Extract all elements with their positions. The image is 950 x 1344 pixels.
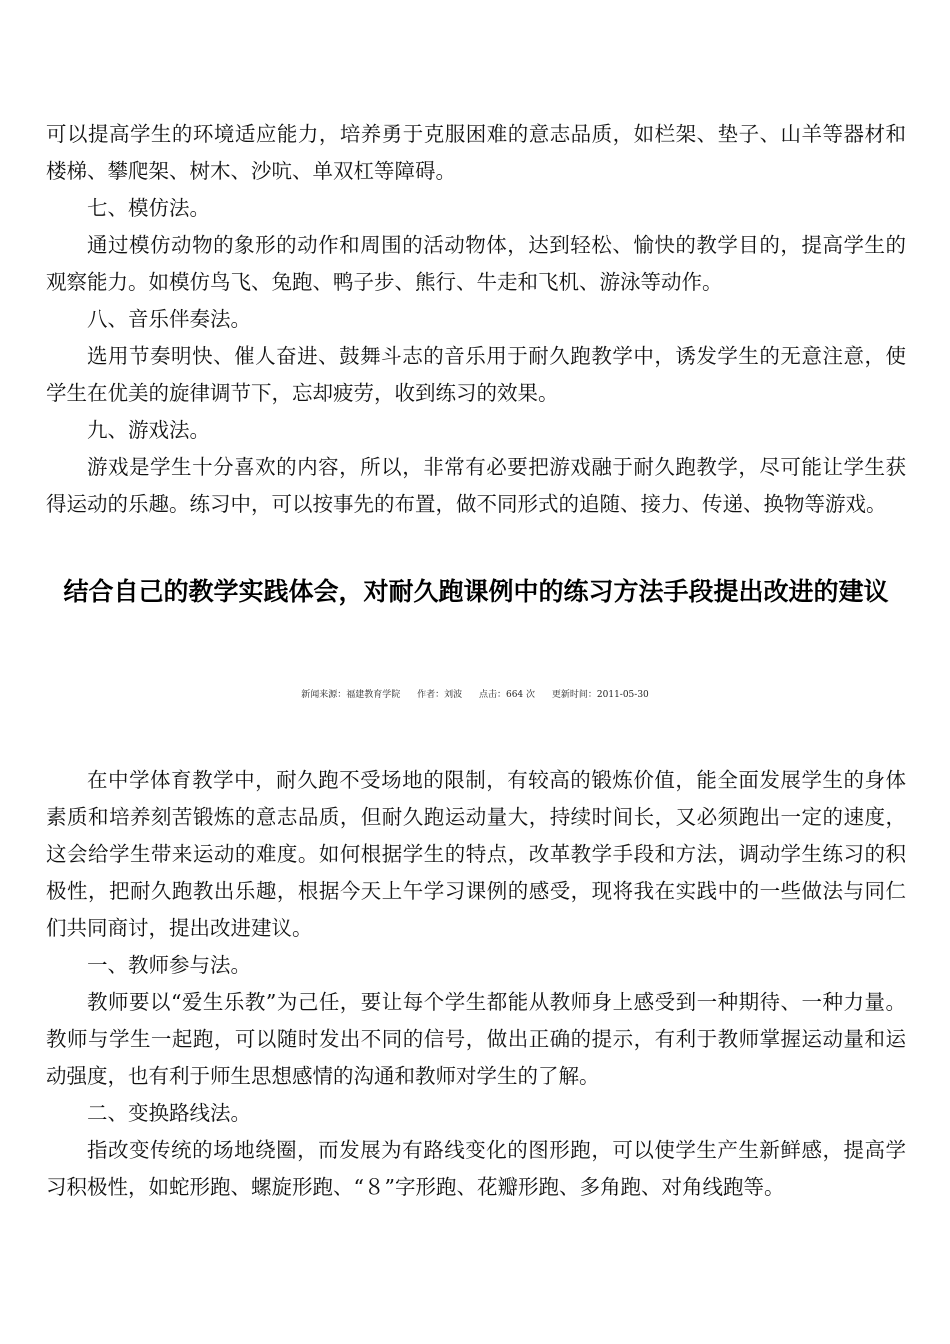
- meta-updated: 更新时间：2011-05-30: [551, 690, 649, 700]
- article-meta: [0, 688, 950, 702]
- section-heading-game: 九、游戏法。: [87, 418, 210, 442]
- paragraph-continuation: 可以提高学生的环境适应能力，培养勇于克服困难的意志品质，如栏架、垫子、山羊等器材和楼梯、攀爬架、树木、沙吭、单双杠等障碍。: [46, 122, 906, 183]
- paragraph-teacher: 教师要以“爱生乐教”为己任，要让每个学生都能从教师身上感受到一种期待、一种力量。教师与学生一起跑，可以随时发出不同的信号，做出正确的提示，有利于教师掌握运动量和运动强度，也有利于师生思想感情的沟通和教师对学生的了解。: [46, 990, 906, 1088]
- section-heading-music: 八、音乐伴奏法。: [87, 307, 251, 331]
- section-heading-route: 二、变换路线法。: [87, 1101, 251, 1125]
- paragraph-intro: 在中学体育教学中，耐久跑不受场地的限制，有较高的锻炼价值，能全面发展学生的身体素质和培养刻苦锻炼的意志品质，但耐久跑运动量大，持续时间长，又必须跑出一定的速度，这会给学生带来运动的难度。如何根据学生的特点，改革教学手段和方法，调动学生练习的积极性，把耐久跑教出乐趣，根据今天上午学习课例的感受，现将我在实践中的一些做法与同仁们共同商讨，提出改进建议。: [46, 768, 906, 940]
- article-title: 结合自己的教学实践体会，对耐久跑课例中的练习方法手段提出改进的建议: [63, 577, 889, 606]
- paragraph-game: 游戏是学生十分喜欢的内容，所以，非常有必要把游戏融于耐久跑教学，尽可能让学生获得运动的乐趣。练习中，可以按事先的布置，做不同形式的追随、接力、传递、换物等游戏。: [46, 455, 906, 516]
- meta-source: 新闻来源：福建教育学院: [301, 690, 401, 700]
- section-heading-teacher: 一、教师参与法。: [87, 953, 251, 977]
- meta-author: 作者：刘波: [417, 690, 463, 700]
- paragraph-music: 选用节奏明快、催人奋进、鼓舞斗志的音乐用于耐久跑教学中，诱发学生的无意注意，使学生在优美的旋律调节下，忘却疲劳，收到练习的效果。: [46, 344, 906, 405]
- meta-clicks: 点击：664 次: [478, 690, 536, 700]
- paragraph-mimic: 通过模仿动物的象形的动作和周围的活动物体，达到轻松、愉快的教学目的，提高学生的观察能力。如模仿鸟飞、兔跑、鸭子步、熊行、牛走和飞机、游泳等动作。: [46, 233, 906, 294]
- paragraph-route: 指改变传统的场地绕圈，而发展为有路线变化的图形跑，可以使学生产生新鲜感，提高学习积极性，如蛇形跑、螺旋形跑、“８”字形跑、花瓣形跑、多角跑、对角线跑等。: [46, 1138, 906, 1199]
- section-heading-mimic: 七、模仿法。: [87, 196, 210, 220]
